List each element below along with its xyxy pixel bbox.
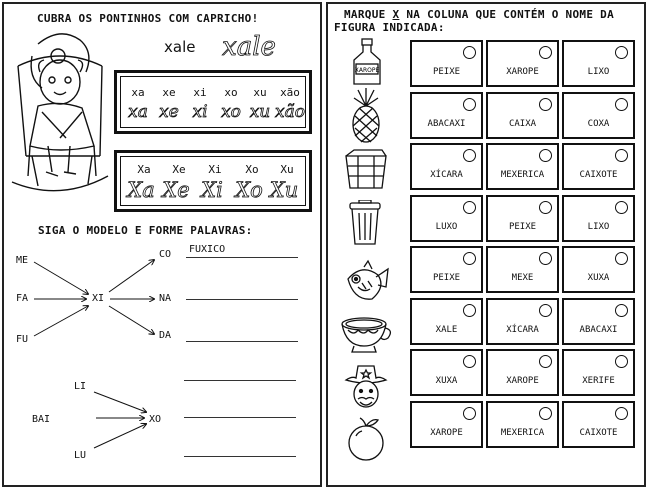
tangerine-icon bbox=[346, 416, 386, 462]
xarope-bottle-icon bbox=[348, 38, 386, 86]
syllable-left: LU bbox=[74, 450, 87, 461]
option-cell[interactable] bbox=[410, 401, 483, 448]
option-word: ABACAXI bbox=[427, 119, 466, 129]
syllable-cursive: Xi bbox=[201, 178, 223, 202]
option-word: XUXA bbox=[435, 376, 458, 386]
option-cell[interactable] bbox=[410, 349, 483, 396]
option-cell[interactable] bbox=[562, 40, 635, 87]
answer-circle[interactable] bbox=[539, 46, 552, 59]
option-word: COXA bbox=[587, 119, 610, 129]
option-cell[interactable] bbox=[562, 349, 635, 396]
answer-circle[interactable] bbox=[539, 304, 552, 317]
bottle-label-text: XAROPE bbox=[354, 67, 380, 74]
option-word: MEXE bbox=[511, 273, 534, 283]
option-word: XAROPE bbox=[506, 376, 539, 386]
option-cell[interactable] bbox=[562, 246, 635, 293]
option-cell[interactable] bbox=[486, 195, 559, 242]
answer-circle[interactable] bbox=[615, 355, 628, 368]
answer-line[interactable] bbox=[184, 417, 296, 418]
title-x-mark: X bbox=[392, 8, 400, 21]
option-word: PEIXE bbox=[508, 222, 537, 232]
option-word: CAIXOTE bbox=[579, 428, 618, 438]
syllable-cursive: Xa bbox=[127, 178, 155, 202]
answer-circle[interactable] bbox=[539, 252, 552, 265]
section-title-form-words: SIGA O MODELO E FORME PALAVRAS: bbox=[38, 224, 253, 237]
answer-circle[interactable] bbox=[539, 149, 552, 162]
answer-line[interactable] bbox=[184, 456, 296, 457]
syllable-center: XO bbox=[149, 414, 162, 425]
teacup-icon bbox=[338, 316, 394, 356]
option-cell[interactable] bbox=[410, 246, 483, 293]
option-cell[interactable] bbox=[410, 143, 483, 190]
syllable-right: CO bbox=[159, 249, 172, 260]
option-cell[interactable] bbox=[486, 246, 559, 293]
option-cell[interactable] bbox=[486, 298, 559, 345]
answer-circle[interactable] bbox=[463, 304, 476, 317]
right-page-title-line1: MARQUE X NA COLUNA QUE CONTÉM O NOME DA bbox=[344, 8, 615, 21]
crate-icon bbox=[342, 148, 390, 190]
right-worksheet-page bbox=[326, 2, 646, 487]
option-word: PEIXE bbox=[432, 67, 461, 77]
syllable-cursive: xão bbox=[275, 102, 305, 122]
syllable-cursive: xa bbox=[128, 102, 148, 122]
option-cell[interactable] bbox=[486, 143, 559, 190]
syllable-print: Xa bbox=[137, 163, 151, 176]
sheriff-icon bbox=[344, 364, 388, 410]
syllable-center: XI bbox=[92, 293, 105, 304]
answer-line[interactable] bbox=[186, 299, 298, 300]
option-cell[interactable] bbox=[562, 401, 635, 448]
option-word: CAIXA bbox=[508, 119, 537, 129]
answer-circle[interactable] bbox=[463, 98, 476, 111]
syllable-print: Xi bbox=[208, 163, 222, 176]
option-word: XUXA bbox=[587, 273, 610, 283]
syllable-print: xão bbox=[280, 86, 300, 99]
syllable-cursive: Xu bbox=[269, 178, 299, 202]
syllable-cursive: xi bbox=[192, 102, 208, 122]
option-cell[interactable] bbox=[410, 195, 483, 242]
answer-circle[interactable] bbox=[615, 252, 628, 265]
option-cell[interactable] bbox=[410, 92, 483, 139]
option-cell[interactable] bbox=[562, 195, 635, 242]
syllable-left: ME bbox=[16, 255, 29, 266]
syllable-cursive: Xe bbox=[162, 178, 190, 202]
answer-circle[interactable] bbox=[615, 407, 628, 420]
option-word: PEIXE bbox=[432, 273, 461, 283]
option-cell[interactable] bbox=[486, 349, 559, 396]
syllable-left: FU bbox=[16, 334, 29, 345]
answer-circle[interactable] bbox=[463, 149, 476, 162]
option-word: LIXO bbox=[587, 67, 610, 77]
option-word: XAROPE bbox=[506, 67, 539, 77]
syllable-print: xu bbox=[253, 86, 267, 99]
answer-line[interactable] bbox=[186, 341, 298, 342]
answer-circle[interactable] bbox=[539, 407, 552, 420]
answer-circle[interactable] bbox=[615, 149, 628, 162]
option-word: MEXERICA bbox=[500, 170, 545, 180]
option-cell[interactable] bbox=[562, 298, 635, 345]
answer-circle[interactable] bbox=[615, 46, 628, 59]
pineapple-icon bbox=[346, 86, 386, 144]
trash-can-icon bbox=[348, 200, 382, 246]
option-word: XAROPE bbox=[430, 428, 463, 438]
fish-icon bbox=[342, 259, 390, 305]
option-cell[interactable] bbox=[562, 143, 635, 190]
left-worksheet-page bbox=[2, 2, 322, 487]
answer-circle[interactable] bbox=[463, 46, 476, 59]
answer-line[interactable] bbox=[184, 380, 296, 381]
syllable-print: Xu bbox=[280, 163, 294, 176]
answer-line[interactable] bbox=[186, 257, 298, 258]
answer-circle[interactable] bbox=[463, 407, 476, 420]
syllable-print: xe bbox=[162, 86, 176, 99]
syllable-print: Xe bbox=[172, 163, 186, 176]
syllable-left: LI bbox=[74, 381, 87, 392]
answer-circle[interactable] bbox=[615, 304, 628, 317]
option-word: XERIFE bbox=[582, 376, 615, 386]
word-xale-print: xale bbox=[164, 38, 196, 56]
syllable-left: BAI bbox=[32, 414, 51, 425]
syllable-cursive: xo bbox=[221, 102, 241, 122]
syllable-right: DA bbox=[159, 330, 172, 341]
option-word: LIXO bbox=[587, 222, 610, 232]
answer-circle[interactable] bbox=[539, 201, 552, 214]
answer-circle[interactable] bbox=[615, 98, 628, 111]
option-word: XÍCARA bbox=[430, 170, 463, 180]
word-xale-cursive: xale bbox=[222, 32, 276, 62]
option-word: XALE bbox=[435, 325, 458, 335]
answer-circle[interactable] bbox=[463, 355, 476, 368]
syllable-right: NA bbox=[159, 293, 172, 304]
option-word: ABACAXI bbox=[579, 325, 618, 335]
option-cell[interactable] bbox=[410, 40, 483, 87]
option-cell[interactable] bbox=[562, 92, 635, 139]
right-page-title-line2: FIGURA INDICADA: bbox=[334, 21, 445, 34]
option-cell[interactable] bbox=[486, 40, 559, 87]
option-word: CAIXOTE bbox=[579, 170, 618, 180]
syllable-print: Xo bbox=[245, 163, 259, 176]
syllable-cursive: xu bbox=[249, 102, 271, 122]
option-cell[interactable] bbox=[486, 92, 559, 139]
syllable-cursive: Xo bbox=[235, 178, 263, 202]
answer-circle[interactable] bbox=[463, 201, 476, 214]
syllable-left: FA bbox=[16, 293, 29, 304]
answer-circle[interactable] bbox=[463, 252, 476, 265]
left-page-title: CUBRA OS PONTINHOS COM CAPRICHO! bbox=[37, 12, 259, 25]
option-word: LUXO bbox=[435, 222, 458, 232]
option-cell[interactable] bbox=[410, 298, 483, 345]
option-word: MEXERICA bbox=[500, 428, 545, 438]
option-cell[interactable] bbox=[486, 401, 559, 448]
syllable-print: xa bbox=[131, 86, 145, 99]
option-word: XÍCARA bbox=[506, 325, 539, 335]
answer-circle[interactable] bbox=[615, 201, 628, 214]
example-answer: FUXICO bbox=[189, 244, 226, 255]
syllable-print: xi bbox=[193, 86, 207, 99]
syllable-print: xo bbox=[224, 86, 238, 99]
answer-circle[interactable] bbox=[539, 98, 552, 111]
syllable-cursive: xe bbox=[159, 102, 179, 122]
answer-circle[interactable] bbox=[539, 355, 552, 368]
